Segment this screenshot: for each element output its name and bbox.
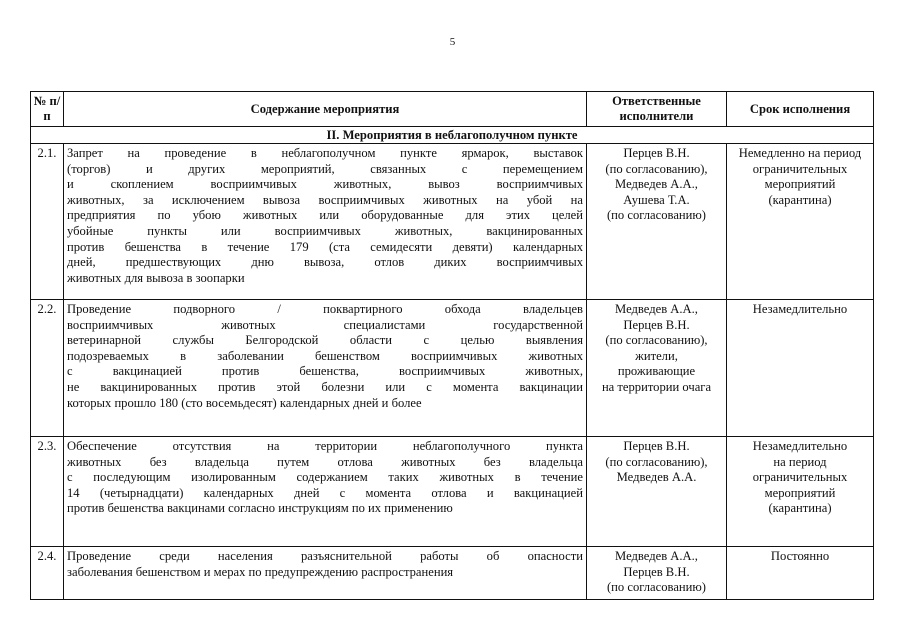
measure-content-line: Запрет на проведение в неблагополучном пункте ярмарок, выставок <box>67 146 583 160</box>
measure-content-line: ветеринарной службы Белгородской области с целью выявления <box>67 333 583 348</box>
responsible-executors-line: (по согласованию), <box>605 454 708 469</box>
row-number: 2.4. <box>31 547 64 600</box>
responsible-executors <box>587 144 727 300</box>
execution-deadline-line: мероприятий <box>764 485 836 500</box>
responsible-executors-line: Перцев В.Н. <box>623 439 690 453</box>
execution-deadline-line: на период <box>773 454 827 469</box>
measure-content-line: предприятия по убою животных или оборудованные для этих целей <box>67 208 583 223</box>
row-number: 2.3. <box>31 437 64 547</box>
row-number: 2.2. <box>31 300 64 437</box>
execution-deadline <box>727 144 874 300</box>
measure-content-line: подозреваемых в заболевании бешенством восприимчивых животных <box>67 348 583 363</box>
measure-content-line: с последующим изолированным содержанием таких животных в течение <box>67 470 583 485</box>
responsible-executors <box>587 437 727 547</box>
header-content: Содержание мероприятия <box>64 92 587 127</box>
execution-deadline <box>727 437 874 547</box>
measure-content-line: животных без владельца путем отлова животных без владельца <box>67 454 583 469</box>
measure-content-line: и скоплением восприимчивых животных, вывоз восприимчивых <box>67 177 583 192</box>
execution-deadline-line: мероприятий <box>764 177 836 192</box>
responsible-executors-line: (по согласованию), <box>605 333 708 348</box>
measure-content-line: животных для вывоза в зоопарки <box>67 270 245 285</box>
measure-content-line: Обеспечение отсутствия на территории неблагополучного пункта <box>67 439 583 453</box>
execution-deadline-line: ограничительных <box>752 470 848 485</box>
measure-content-line: Проведение среди населения разъяснительной работы об опасности <box>67 549 583 563</box>
measure-content-line: (торгов) и других мероприятий, связанных с перемещением <box>67 161 583 176</box>
measure-content-line: животных, за исключением вывоза восприимчивых животных на убой на <box>67 192 583 207</box>
execution-deadline-line: Незамедлительно <box>752 439 848 453</box>
responsible-executors-line: Медведев А.А. <box>616 470 697 485</box>
measure-content-line: дней, предшествующих дню вывоза, отлов диких восприимчивых <box>67 255 583 270</box>
measure-content-line: не вакцинированных против этой болезни или с момента вакцинации <box>67 379 583 394</box>
responsible-executors <box>587 300 727 437</box>
responsible-executors-line: (по согласованию), <box>605 161 708 176</box>
measures-table <box>30 91 874 600</box>
measure-content <box>64 547 587 600</box>
execution-deadline-line: Незамедлительно <box>752 302 848 316</box>
responsible-executors-line: Медведев А.А., <box>615 177 698 192</box>
responsible-executors-line: на территории очага <box>601 379 712 394</box>
table-row <box>31 437 874 547</box>
execution-deadline <box>727 300 874 437</box>
table-row <box>31 300 874 437</box>
header-deadline: Срок исполнения <box>727 92 874 127</box>
header-executors: Ответственные исполнители <box>587 92 727 127</box>
measure-content-line: Проведение подворного / поквартирного обхода владельцев <box>67 302 583 316</box>
section-title: II. Мероприятия в неблагополучном пункте <box>31 127 874 144</box>
page-number: 5 <box>449 36 456 48</box>
measure-content-line: против бешенства вакцинами согласно инструкциям по их применению <box>67 501 453 516</box>
measure-content-line: 14 (четырнадцати) календарных дней с момента отлова и вакцинацией <box>67 485 583 500</box>
responsible-executors-line: Перцев В.Н. <box>623 146 690 160</box>
execution-deadline-line: ограничительных <box>752 161 848 176</box>
header-number: № п/п <box>31 92 64 127</box>
measure-content-line: восприимчивых животных специалистами государственной <box>67 317 583 332</box>
measure-content <box>64 437 587 547</box>
responsible-executors-line: Перцев В.Н. <box>623 564 690 579</box>
execution-deadline-line: (карантина) <box>768 501 832 516</box>
responsible-executors-line: проживающие <box>617 364 696 379</box>
execution-deadline-line: Немедленно на период <box>738 146 862 160</box>
responsible-executors-line: Перцев В.Н. <box>623 317 690 332</box>
table-row <box>31 547 874 600</box>
row-number: 2.1. <box>31 144 64 300</box>
responsible-executors-line: Медведев А.А., <box>615 549 698 563</box>
measure-content <box>64 144 587 300</box>
responsible-executors-line: жители, <box>635 348 678 363</box>
table-header-row <box>31 92 874 127</box>
responsible-executors-line: Аушева Т.А. <box>623 192 690 207</box>
execution-deadline-line: (карантина) <box>768 192 832 207</box>
measure-content-line: которых прошло 180 (сто восемьдесят) календарных дней и более <box>67 395 422 410</box>
execution-deadline-line: Постоянно <box>770 549 830 563</box>
measure-content-line: против бешенства в течение 179 (ста семидесяти девяти) календарных <box>67 239 583 254</box>
responsible-executors-line: (по согласованию) <box>606 580 706 595</box>
execution-deadline <box>727 547 874 600</box>
table-row <box>31 144 874 300</box>
measure-content-line: убойные пункты или восприимчивых животных, вакцинированных <box>67 223 583 238</box>
measure-content-line: с вакцинацией против бешенства, восприимчивых животных, <box>67 364 583 379</box>
measure-content <box>64 300 587 437</box>
responsible-executors-line: (по согласованию) <box>606 208 706 223</box>
section-title-row <box>31 127 874 144</box>
measure-content-line: заболевания бешенством и мерах по предупреждению распространения <box>67 564 454 579</box>
responsible-executors <box>587 547 727 600</box>
responsible-executors-line: Медведев А.А., <box>615 302 698 316</box>
